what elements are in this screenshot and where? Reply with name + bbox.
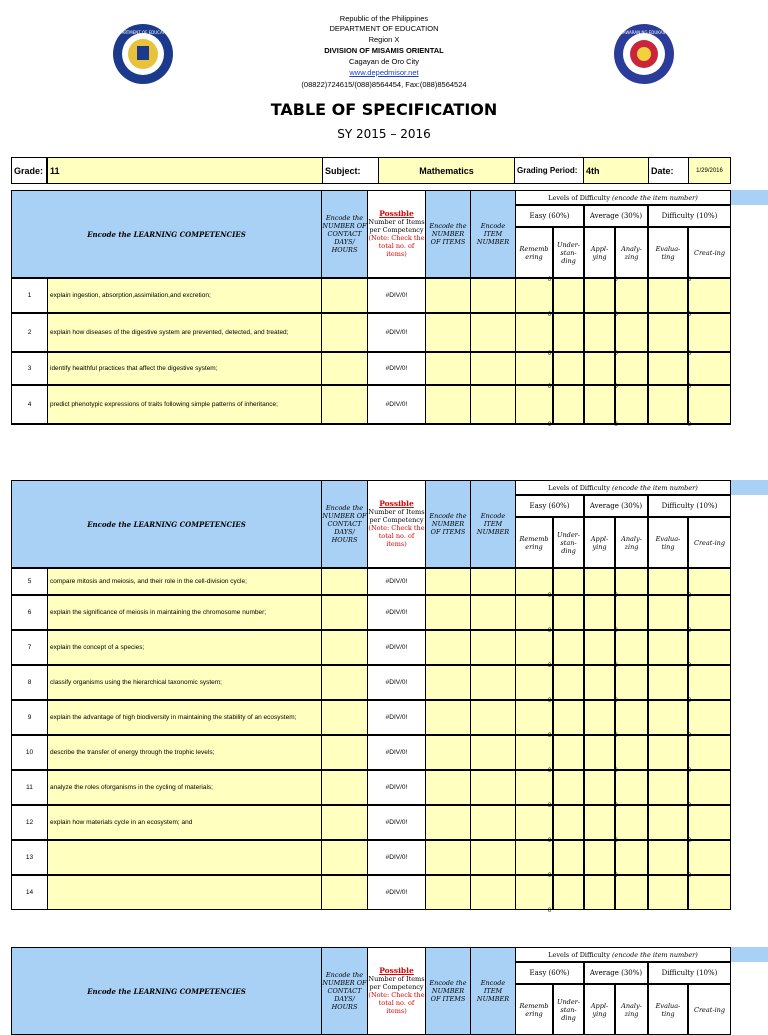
div0-cell: #DIV/0! (367, 875, 426, 910)
contact-days-input[interactable] (321, 313, 368, 352)
zero-total: 0 (687, 873, 692, 879)
level-header-under: Under- stan- ding (553, 984, 584, 1035)
contact-days-input[interactable] (321, 805, 368, 840)
row-number: 7 (11, 630, 48, 665)
item-number-input[interactable] (470, 630, 516, 665)
competency-cell[interactable]: explain how diseases of the digestive system are prevented, detected, and treated; (47, 313, 322, 352)
row-number: 6 (11, 595, 48, 630)
level-header-evalua: Evalua- ting (648, 984, 688, 1035)
zero-total: 0 (614, 351, 618, 357)
competency-cell[interactable] (47, 840, 322, 875)
level-cell[interactable] (648, 630, 688, 665)
div0-cell: #DIV/0! (367, 595, 426, 630)
note-label: (Note: Check the total no. of items) (368, 524, 425, 548)
table-header-num-items: Encode the NUMBER OF ITEMS (425, 480, 471, 568)
header-region: Region X (368, 35, 400, 44)
num-items-input[interactable] (425, 352, 471, 385)
level-cell[interactable] (615, 700, 648, 735)
average-header: Average (30%) (584, 495, 648, 517)
zero-total: 0 (614, 277, 618, 283)
zero-total: 0 (547, 733, 552, 739)
header-deped: DEPARTMENT OF EDUCATION (329, 24, 439, 33)
easy-header: Easy (60%) (515, 205, 584, 227)
contact-days-input[interactable] (321, 840, 368, 875)
zero-total: 0 (547, 628, 552, 634)
zero-total: 0 (614, 593, 618, 599)
zero-total: 0 (687, 312, 692, 318)
num-items-input[interactable] (425, 840, 471, 875)
levels-note: (encode the item number) (611, 193, 698, 202)
level-cell[interactable] (553, 665, 584, 700)
possible-label: Possible (379, 966, 414, 975)
contact-days-input[interactable] (321, 700, 368, 735)
zero-total: 0 (547, 351, 552, 357)
level-header-rememb: Rememb ering (515, 984, 553, 1035)
competency-cell[interactable]: classify organisms using the hierarchical taxonomic system; (47, 665, 322, 700)
header-republic: Republic of the Philippines (339, 14, 429, 23)
num-items-input[interactable] (425, 805, 471, 840)
competency-cell[interactable]: identify healthful practices that affect the digestive system; (47, 352, 322, 385)
zero-total: 0 (547, 908, 552, 914)
level-header-appl: Appl- ying (584, 984, 615, 1035)
level-cell[interactable] (615, 805, 648, 840)
num-items-input[interactable] (425, 630, 471, 665)
competency-cell[interactable]: predict phenotypic expressions of traits following simple patterns of inheritance; (47, 385, 322, 424)
level-cell[interactable] (584, 840, 615, 875)
average-header: Average (30%) (584, 962, 648, 984)
contact-days-input[interactable] (321, 278, 368, 313)
table-header-item-number: Encode ITEM NUMBER (470, 947, 516, 1035)
difficulty-header: Difficulty (10%) (648, 962, 731, 984)
level-cell[interactable] (688, 700, 731, 735)
competency-cell[interactable]: explain how materials cycle in an ecosystem; and (47, 805, 322, 840)
level-header-creat: Creat-ing (688, 227, 731, 278)
level-cell[interactable] (648, 805, 688, 840)
subject-label: Subject: (322, 157, 379, 184)
num-items-input[interactable] (425, 595, 471, 630)
level-cell[interactable] (515, 700, 553, 735)
competency-cell[interactable] (47, 875, 322, 910)
easy-header: Easy (60%) (515, 495, 584, 517)
zero-total: 0 (687, 422, 692, 428)
level-header-under: Under- stan- ding (553, 517, 584, 568)
competency-cell[interactable]: explain the concept of a species; (47, 630, 322, 665)
level-cell[interactable] (615, 735, 648, 770)
subject-field[interactable]: Mathematics (378, 157, 515, 184)
level-header-evalua: Evalua- ting (648, 227, 688, 278)
level-cell[interactable] (615, 665, 648, 700)
level-header-appl: Appl- ying (584, 227, 615, 278)
contact-days-input[interactable] (321, 595, 368, 630)
zero-total: 0 (547, 663, 552, 669)
level-cell[interactable] (615, 630, 648, 665)
level-cell[interactable] (688, 805, 731, 840)
competency-cell[interactable]: explain the significance of meiosis in maintaining the chromosome number; (47, 595, 322, 630)
level-cell[interactable] (584, 595, 615, 630)
row-number: 3 (11, 352, 48, 385)
levels-label: Levels of Difficulty (548, 193, 610, 202)
level-cell[interactable] (584, 665, 615, 700)
zero-total: 0 (687, 593, 692, 599)
level-cell[interactable] (648, 735, 688, 770)
level-header-rememb: Rememb ering (515, 227, 553, 278)
level-cell[interactable] (515, 665, 553, 700)
item-number-input[interactable] (470, 665, 516, 700)
level-cell[interactable] (648, 700, 688, 735)
zero-total: 0 (547, 873, 552, 879)
table-header-num-items: Encode the NUMBER OF ITEMS (425, 190, 471, 278)
table-header-levels (515, 480, 731, 495)
div0-cell: #DIV/0! (367, 735, 426, 770)
contact-days-input[interactable] (321, 630, 368, 665)
items-per-label: Number of Items per Competency (368, 218, 425, 234)
level-header-analy: Analy- zing (615, 227, 648, 278)
zero-total: 0 (687, 768, 692, 774)
row-number: 2 (11, 313, 48, 352)
div0-cell: #DIV/0! (367, 805, 426, 840)
item-number-input[interactable] (470, 352, 516, 385)
row-number: 13 (11, 840, 48, 875)
row-number: 11 (11, 770, 48, 805)
levels-label: Levels of Difficulty (548, 950, 610, 959)
row-number: 1 (11, 278, 48, 313)
zero-total: 0 (547, 277, 552, 283)
deped-seal-right (614, 24, 674, 84)
competency-cell[interactable]: describe the transfer of energy through the trophic levels; (47, 735, 322, 770)
grade-field[interactable]: 11 (47, 157, 323, 184)
num-items-input[interactable] (425, 875, 471, 910)
seal-icon (614, 24, 674, 84)
possible-label: Possible (379, 209, 414, 218)
zero-total: 0 (547, 698, 552, 704)
zero-total: 0 (547, 384, 552, 390)
div0-cell: #DIV/0! (367, 840, 426, 875)
level-cell[interactable] (584, 805, 615, 840)
zero-total: 0 (687, 351, 692, 357)
div0-cell: #DIV/0! (367, 568, 426, 595)
level-cell[interactable] (515, 805, 553, 840)
contact-days-input[interactable] (321, 875, 368, 910)
item-number-input[interactable] (470, 385, 516, 424)
div0-cell: #DIV/0! (367, 385, 426, 424)
school-year: SY 2015 – 2016 (337, 127, 431, 141)
level-cell[interactable] (553, 568, 584, 595)
zero-total: 0 (687, 698, 692, 704)
zero-total: 0 (614, 768, 618, 774)
level-cell[interactable] (688, 770, 731, 805)
zero-total: 0 (687, 277, 692, 283)
zero-total: 0 (547, 422, 552, 428)
level-cell[interactable] (648, 875, 688, 910)
div0-cell: #DIV/0! (367, 278, 426, 313)
zero-total: 0 (687, 628, 692, 634)
items-per-label: Number of Items per Competency (368, 508, 425, 524)
grade-label: Grade: (11, 157, 47, 184)
level-cell[interactable] (615, 840, 648, 875)
zero-total: 0 (687, 803, 692, 809)
date-field[interactable]: 1/29/2016 (688, 157, 731, 184)
table-header-contact-days: Encode the NUMBER OF CONTACT DAYS/ HOURS (321, 480, 368, 568)
level-cell[interactable] (615, 875, 648, 910)
level-header-under: Under- stan- ding (553, 227, 584, 278)
item-number-input[interactable] (470, 805, 516, 840)
svg-text:KAGAWARAN NG EDUKASYON: KAGAWARAN NG EDUKASYON (614, 30, 674, 35)
num-items-input[interactable] (425, 665, 471, 700)
item-number-input[interactable] (470, 770, 516, 805)
level-cell[interactable] (584, 700, 615, 735)
contact-days-input[interactable] (321, 385, 368, 424)
header-city: Cagayan de Oro City (348, 57, 420, 66)
level-cell[interactable] (553, 805, 584, 840)
zero-total: 0 (614, 803, 618, 809)
level-cell[interactable] (584, 568, 615, 595)
div0-cell: #DIV/0! (367, 770, 426, 805)
item-number-input[interactable] (470, 735, 516, 770)
zero-total: 0 (547, 312, 552, 318)
table-header-competencies: Encode the LEARNING COMPETENCIES (11, 947, 322, 1035)
table-header-possible-items (367, 947, 426, 1035)
zero-total: 0 (687, 733, 692, 739)
period-field[interactable]: 4th (583, 157, 649, 184)
zero-total: 0 (547, 768, 552, 774)
average-header: Average (30%) (584, 205, 648, 227)
level-cell[interactable] (553, 840, 584, 875)
item-number-input[interactable] (470, 875, 516, 910)
deped-seal-left (113, 24, 173, 84)
table-header-item-number: Encode ITEM NUMBER (470, 190, 516, 278)
item-number-input[interactable] (470, 840, 516, 875)
level-cell[interactable] (615, 595, 648, 630)
table-header-contact-days: Encode the NUMBER OF CONTACT DAYS/ HOURS (321, 947, 368, 1035)
level-header-rememb: Rememb ering (515, 517, 553, 568)
level-cell[interactable] (515, 735, 553, 770)
level-header-analy: Analy- zing (615, 984, 648, 1035)
competency-cell[interactable]: analyze the roles oforganisms in the cycling of materials; (47, 770, 322, 805)
seal-icon (113, 24, 173, 84)
level-header-creat: Creat-ing (688, 517, 731, 568)
level-cell[interactable] (553, 595, 584, 630)
level-cell[interactable] (584, 630, 615, 665)
div0-cell: #DIV/0! (367, 665, 426, 700)
table-header-contact-days: Encode the NUMBER OF CONTACT DAYS/ HOURS (321, 190, 368, 278)
level-cell[interactable] (553, 700, 584, 735)
levels-label: Levels of Difficulty (548, 483, 610, 492)
zero-total: 0 (614, 384, 618, 390)
row-number: 9 (11, 700, 48, 735)
header-website-link[interactable]: www.depedmisor.net (349, 68, 419, 77)
row-number: 10 (11, 735, 48, 770)
num-items-input[interactable] (425, 700, 471, 735)
div0-cell: #DIV/0! (367, 700, 426, 735)
level-header-appl: Appl- ying (584, 517, 615, 568)
item-number-input[interactable] (470, 595, 516, 630)
table-header-competencies: Encode the LEARNING COMPETENCIES (11, 190, 322, 278)
level-cell[interactable] (515, 770, 553, 805)
header-division: DIVISION OF MISAMIS ORIENTAL (324, 46, 444, 55)
level-cell[interactable] (515, 630, 553, 665)
zero-total: 0 (614, 312, 618, 318)
num-items-input[interactable] (425, 278, 471, 313)
level-cell[interactable] (688, 595, 731, 630)
level-cell[interactable] (515, 568, 553, 595)
levels-note: (encode the item number) (611, 483, 698, 492)
level-cell[interactable] (688, 665, 731, 700)
table-header-competencies: Encode the LEARNING COMPETENCIES (11, 480, 322, 568)
row-number: 5 (11, 568, 48, 595)
level-cell[interactable] (615, 568, 648, 595)
contact-days-input[interactable] (321, 352, 368, 385)
page-title: TABLE OF SPECIFICATION (270, 100, 498, 119)
date-label: Date: (648, 157, 689, 184)
blue-strip (731, 190, 768, 205)
div0-cell: #DIV/0! (367, 352, 426, 385)
zero-total: 0 (547, 803, 552, 809)
level-cell[interactable] (648, 840, 688, 875)
zero-total: 0 (614, 422, 618, 428)
table-header-item-number: Encode ITEM NUMBER (470, 480, 516, 568)
svg-text:DEPARTMENT OF EDUCATION: DEPARTMENT OF EDUCATION (113, 30, 173, 35)
level-cell[interactable] (515, 595, 553, 630)
levels-note: (encode the item number) (611, 950, 698, 959)
num-items-input[interactable] (425, 568, 471, 595)
level-cell[interactable] (688, 840, 731, 875)
item-number-input[interactable] (470, 313, 516, 352)
level-cell[interactable] (648, 568, 688, 595)
table-header-levels (515, 947, 731, 962)
item-number-input[interactable] (470, 568, 516, 595)
level-cell[interactable] (584, 735, 615, 770)
zero-total: 0 (687, 384, 692, 390)
contact-days-input[interactable] (321, 568, 368, 595)
row-number: 12 (11, 805, 48, 840)
competency-cell[interactable]: compare mitosis and meiosis, and their role in the cell-division cycle; (47, 568, 322, 595)
level-cell[interactable] (688, 630, 731, 665)
zero-total: 0 (614, 733, 618, 739)
num-items-input[interactable] (425, 385, 471, 424)
zero-total: 0 (687, 838, 692, 844)
level-cell[interactable] (648, 665, 688, 700)
contact-days-input[interactable] (321, 665, 368, 700)
item-number-input[interactable] (470, 278, 516, 313)
contact-days-input[interactable] (321, 735, 368, 770)
table-header-possible-items (367, 480, 426, 568)
level-cell[interactable] (553, 875, 584, 910)
zero-total: 0 (547, 593, 552, 599)
level-cell[interactable] (688, 875, 731, 910)
level-header-analy: Analy- zing (615, 517, 648, 568)
note-label: (Note: Check the total no. of items) (368, 234, 425, 258)
level-cell[interactable] (553, 735, 584, 770)
level-header-creat: Creat-ing (688, 984, 731, 1035)
level-header-evalua: Evalua- ting (648, 517, 688, 568)
item-number-input[interactable] (470, 700, 516, 735)
difficulty-header: Difficulty (10%) (648, 495, 731, 517)
blue-strip (731, 480, 768, 495)
header-contact: (08822)724615/(088)8564454, Fax:(088)8564524 (301, 80, 467, 89)
num-items-input[interactable] (425, 313, 471, 352)
zero-total: 0 (687, 663, 692, 669)
difficulty-header: Difficulty (10%) (648, 205, 731, 227)
row-number: 14 (11, 875, 48, 910)
level-cell[interactable] (615, 770, 648, 805)
level-cell[interactable] (648, 595, 688, 630)
level-cell[interactable] (584, 875, 615, 910)
num-items-input[interactable] (425, 735, 471, 770)
zero-total: 0 (614, 873, 618, 879)
div0-cell: #DIV/0! (367, 630, 426, 665)
info-row (11, 157, 731, 184)
items-per-label: Number of Items per Competency (368, 975, 425, 991)
table-header-possible-items (367, 190, 426, 278)
row-number: 8 (11, 665, 48, 700)
competency-cell[interactable]: explain the advantage of high biodiversity in maintaining the stability of an ecosystem; (47, 700, 322, 735)
num-items-input[interactable] (425, 770, 471, 805)
blue-strip (731, 947, 768, 962)
zero-total: 0 (614, 663, 618, 669)
table-header-levels (515, 190, 731, 205)
competency-cell[interactable]: explain ingestion, absorption,assimilation,and excretion; (47, 278, 322, 313)
possible-label: Possible (379, 499, 414, 508)
level-cell[interactable] (688, 735, 731, 770)
level-cell[interactable] (648, 770, 688, 805)
table-header-num-items: Encode the NUMBER OF ITEMS (425, 947, 471, 1035)
zero-total: 0 (614, 628, 618, 634)
level-cell[interactable] (515, 840, 553, 875)
level-cell[interactable] (584, 770, 615, 805)
div0-cell: #DIV/0! (367, 313, 426, 352)
zero-total: 0 (547, 838, 552, 844)
note-label: (Note: Check the total no. of items) (368, 991, 425, 1015)
level-cell[interactable] (553, 630, 584, 665)
row-number: 4 (11, 385, 48, 424)
level-cell[interactable] (515, 875, 553, 910)
zero-total: 0 (614, 698, 618, 704)
level-cell[interactable] (553, 770, 584, 805)
zero-total: 0 (614, 838, 618, 844)
easy-header: Easy (60%) (515, 962, 584, 984)
level-cell[interactable] (688, 568, 731, 595)
period-label: Grading Period: (514, 157, 584, 184)
contact-days-input[interactable] (321, 770, 368, 805)
